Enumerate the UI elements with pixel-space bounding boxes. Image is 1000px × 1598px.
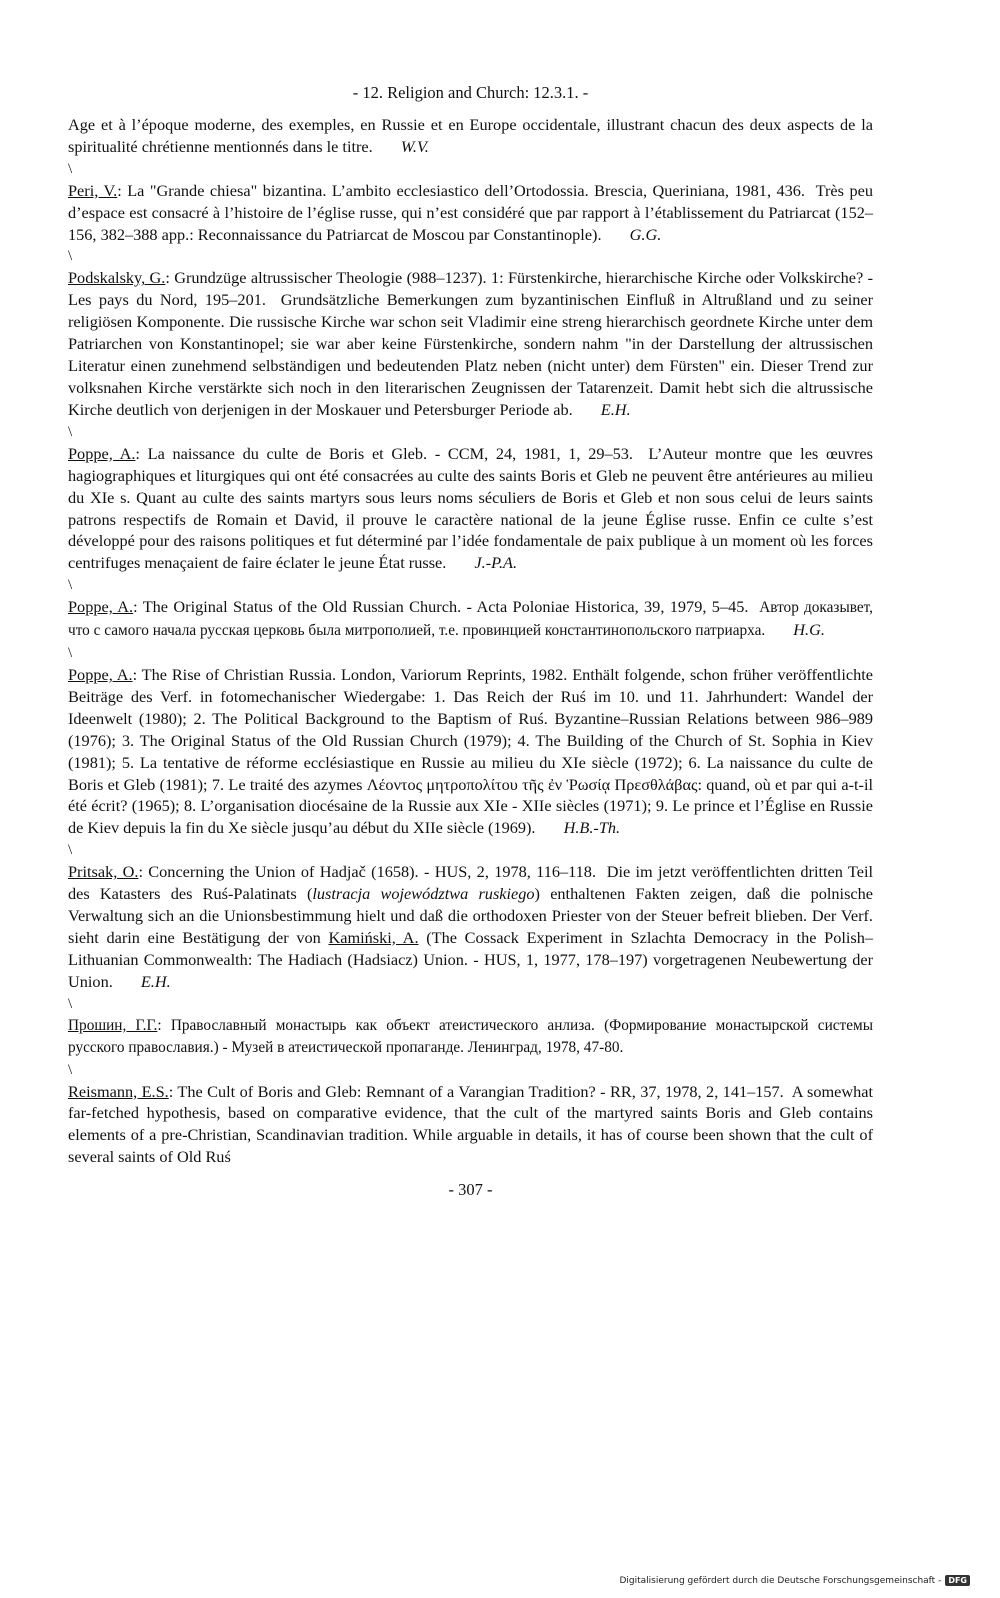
entry-author: Pritsak, O. [68, 862, 139, 882]
entry-text: Die im jetzt veröffentlichten dritten Teil des Katasters des Ruś-Palatinats ( [68, 862, 874, 904]
entry-text: A somewhat far-fetched hypothesis, based on comparative evidence, that the cult of the martyred saints Boris and Gleb contains elements of a pre-Christian, Scandinavian tradition. While arguable in details, it has of course been shown that the cult of several saints of Old Ruś [68, 1081, 873, 1167]
entry-reismann [68, 1081, 873, 1169]
entry-reference: : La naissance du culte de Boris et Gleb. - CCM, 24, 1981, 1, 29–53. [135, 443, 633, 463]
entry-podskalsky [68, 267, 873, 420]
page-number: - 307 - [448, 1180, 493, 1200]
entry-poppe-naissance [68, 443, 873, 574]
entry-separator: \ [68, 645, 73, 662]
entry-separator: \ [68, 577, 73, 594]
entry-poppe-rise [68, 664, 873, 839]
entry-cited-author: Kamiński, A. [328, 928, 419, 947]
entry-author: Podskalsky, G. [68, 268, 166, 288]
reviewer-initials: H.G. [793, 620, 825, 640]
entry-author: Poppe, A. [68, 665, 133, 685]
entry-reference: : The Rise of Christian Russia. London, Variorum Reprints, 1982. [132, 665, 568, 685]
entry-reference: : Grundzüge altrussischer Theologie (988–1237). 1: Fürstenkirche, hierarchische Kirche oder Volkskirche? - Les pays du Nord, 195–201. [68, 268, 873, 310]
entry-text: Age et à l’époque moderne, des exemples, en Russie et en Europe occidentale, illustrant chacun des deux aspects de la spiritualité chrétienne mentionnés dans le titre. [68, 114, 873, 156]
entry-pritsak [68, 861, 873, 992]
reviewer-initials: E.H. [140, 971, 171, 991]
entry-separator: \ [68, 1061, 73, 1078]
dfg-logo: DFG [945, 1575, 970, 1586]
entry-poppe-original-status [68, 596, 873, 642]
entry-reference: : Concerning the Union of Hadjač (1658). - HUS, 2, 1978, 116–118. [138, 862, 597, 882]
entry-text: Enthält folgende, schon früher veröffentlichte Beiträge des Verf. in fotomechanischer Wiedergabe: 1. Das Reich der Ruś im 10. und 11. Jahrhundert: Wandel der Ideenwelt (1980); 2. The Political Background to the Baptism of Ruś. Byzantine–Russian Relations between 986–989 (1976); 3. The Original Status of the Old Russian Church (1979); 4. The Building of the Church of St. Sophia in Kiev (1981); 5. La tentative de réforme ecclésiastique en Russie au milieu du XIe siècle (1972); 6. La naissance du culte de Boris et Gleb (1981); 7. Le traité des azymes Λέοντος μητροπολίτου τῆς ἐν Ῥωσίᾳ Πρεσθλάβας: quand, où et par qui a-t-il été écrit? (1965); 8. L’organisation diocésaine de la Russie aux XIe - XIIe siècles (1971); 9. Le prince et l’Église en Russie de Kiev depuis la fin du Xe siècle jusqu’au début du XIIe siècle (1969). [68, 665, 873, 838]
document-page [68, 82, 873, 1201]
entry-author: Poppe, A. [68, 597, 134, 617]
entry-reference: : La "Grande chiesa" bizantina. L’ambito ecclesiastico dell’Ortodossia. Brescia, Queriniana, 1981, 436. [117, 180, 805, 200]
digitization-footer [619, 1575, 970, 1586]
reviewer-initials: H.B.-Th. [563, 818, 621, 838]
entry-author: Reismann, E.S. [68, 1081, 169, 1101]
entry-text: L’Auteur montre que les œuvres hagiographiques et liturgiques qui ont été consacrées au culte des saints Boris et Gleb ne peuvent être antérieures au milieu du XIe s. Quant au culte des saints martyrs sous leurs noms séculiers de Boris et Gleb et non sous celui de leurs saints patrons respectifs de Romain et David, il prouve le caractère national de la jeune Église russe. Enfin ce culte s’est développé pour des raisons politiques et fut déterminé par l’idée fondamentale de paix publique à un moment où les forces centrifuges menaçaient de faire éclater le jeune État russe. [68, 443, 873, 573]
entry-separator: \ [68, 248, 73, 265]
entry-reference: : The Original Status of the Old Russian Church. - Acta Poloniae Historica, 39, 1979, 5–45. [133, 597, 749, 617]
entry-text: ) enthaltenen Fakten zeigen, daß die polnische Verwaltung sich an die Unionsbestimmung hielt und daß die orthodoxen Priester von der Steuer befreit blieben. Der Verf. sieht darin eine Bestätigung der von [68, 884, 874, 947]
entry-separator: \ [68, 160, 73, 177]
reviewer-initials: W.V. [400, 136, 429, 156]
entry-separator: \ [68, 423, 73, 440]
reviewer-initials: G.G. [629, 224, 662, 244]
entry-peri [68, 180, 873, 246]
reviewer-initials: E.H. [600, 399, 631, 419]
entry-separator: \ [68, 995, 73, 1012]
entry-author: Peri, V. [68, 180, 118, 200]
entry-reference: : Православный монастырь как объект атеистического анлиза. (Формирование монастырской системы русского православия.) - Музей в атеистической пропаганде. Ленинград, 1978, 47-80. [68, 1016, 873, 1056]
entry-text: Très peu d’espace est consacré à l’histoire de l’église russe, qui n’est considéré que par rapport à l’établissement du Patriarcat (152–156, 382–388 app.: Reconnaissance du Patriarcat de Moscou par Constantinople). [68, 180, 873, 244]
entry-author: Poppe, A. [68, 443, 136, 463]
reviewer-initials: J.-P.A. [474, 553, 518, 573]
entry-text: Автор доказывет, что с самого начала русская церковь была митрополией, т.е. провинцией константинопольского патриарха. [68, 599, 874, 640]
entry-proshin [68, 1015, 873, 1059]
entry-author: Прошин, Г.Г. [68, 1016, 158, 1034]
running-header: - 12. Religion and Church: 12.3.1. - [352, 83, 589, 102]
entry-text-italic: lustracja województwa ruskiego [312, 884, 535, 904]
entry-text: (The Cossack Experiment in Szlachta Democracy in the Polish–Lithuanian Commonwealth: The Hadiach (Hadsiacz) Union. - HUS, 1, 1977, 178–197) vorgetragenen Neubewertung der Union. [68, 928, 873, 991]
entry-text: Grundsätzliche Bemerkungen zum byzantinischen Einfluß in Altrußland und zu seiner religiösen Komponente. Die russische Kirche war schon seit Vladimir eine streng hierarchisch geordnete Kirche unter dem Patriarchen von Konstantinopel; sie war aber keine Fürstenkirche, sondern nahm "in der Darstellung der altrussischen Literatur einen zunehmend selbständigen und bedeutenden Platz neben (nicht unter) dem Fürsten" ein. Dieser Trend zur volksnahen Kirche verstärkte sich noch in den literarischen Zeugnissen der Tatarenzeit. Damit hebt sich die altrussische Kirche deutlich von derjenigen in der Moskauer und Petersburger Periode ab. [68, 290, 874, 419]
entry-continuation [68, 114, 873, 158]
entry-separator: \ [68, 842, 73, 859]
footer-text: Digitalisierung gefördert durch die Deutsche Forschungsgemeinschaft - [619, 1575, 942, 1586]
entry-reference: : The Cult of Boris and Gleb: Remnant of a Varangian Tradition? - RR, 37, 1978, 2, 141–157. [168, 1081, 784, 1101]
